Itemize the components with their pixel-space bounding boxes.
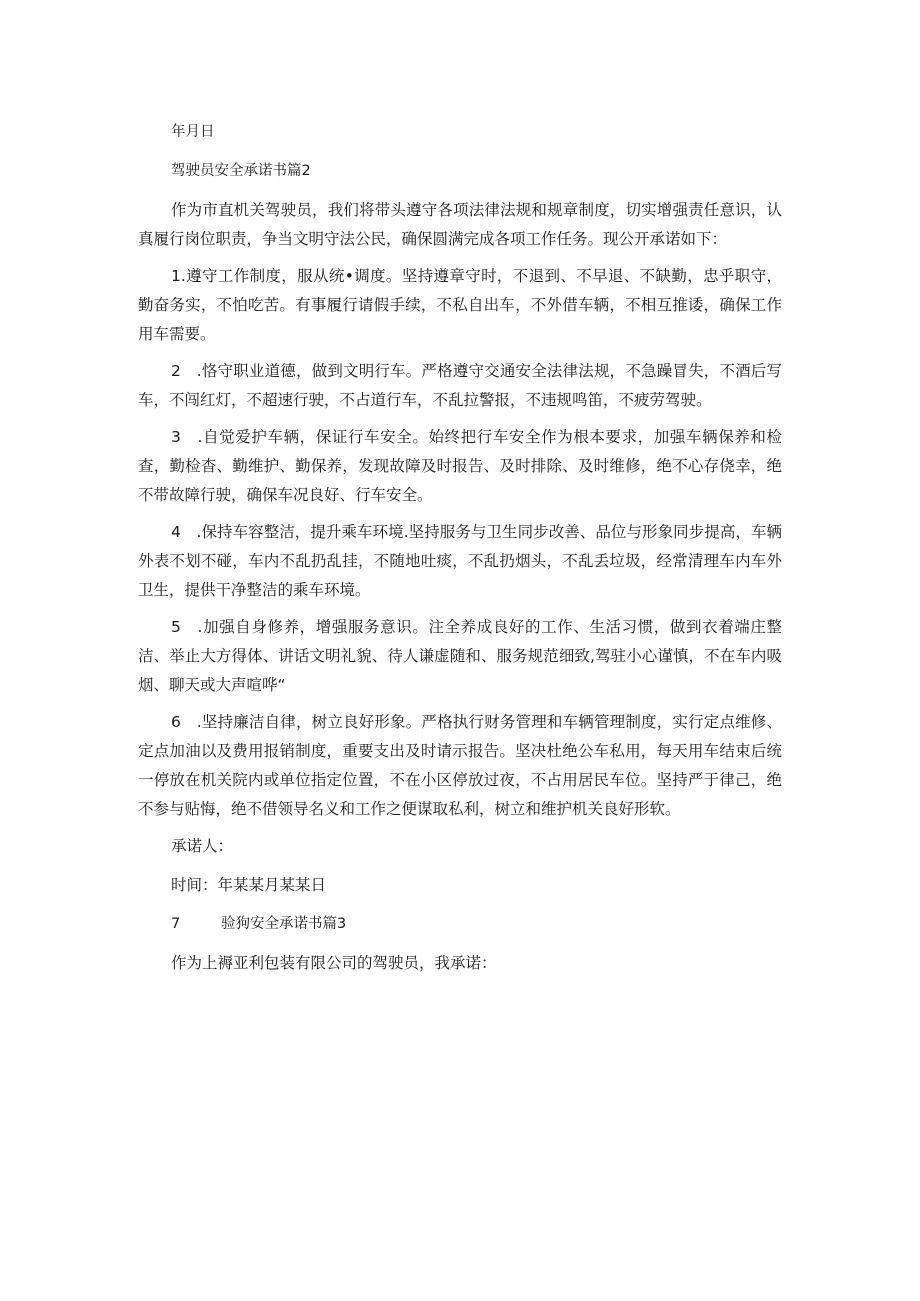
commitment-item-6: 6 .坚持廉洁自律，树立良好形象。严格执行财务管理和车辆管理制度，实行定点维修、定点加油以及费用报销制度，重要支出及时请示报告。坚决杜绝公车私用，每天用车结束后统一停放在机关院内或单位指定位置，不在小区停放过夜，不占用居民车位。坚持严于律己，绝不参与贴悔，绝不借领导名义和工作之便谋取私利，树立和维护机关良好形软。: [138, 713, 782, 818]
section-title-3: [138, 910, 782, 939]
section-title-3-text: 验狗安全承诺书篇3: [221, 916, 347, 932]
commitment-item-3: 3 .自觉爱护车辆，保证行车安全。始终把行车安全作为根本要求，加强车辆保养和检查，勤检杳、勤维护、勤保养，发现故障及时报告、及时排除、及时维修，绝不心存侥幸，绝不带故障行驶，确保车况良好、行车安全。: [138, 428, 782, 504]
signer-line: 承诺人：: [171, 837, 234, 855]
section-title-2: 驾驶员安全承诺书篇2: [171, 163, 311, 179]
date-line: 年月日: [171, 124, 215, 140]
intro-paragraph-3: 作为上褥亚利包装有限公司的驾驶员，我承诺：: [171, 954, 497, 972]
commitment-item-1: 1.遵守工作制度，服从统•调度。坚持遵章守时，不退到、不早退、不缺勤，忠乎职守，勤奋务实，不怕吃苦。有事履行请假手续，不私自出车，不外借车辆，不相互推诿，确保工作用车需要。: [138, 267, 782, 343]
section-number: 7: [171, 916, 181, 932]
document-body: [138, 118, 782, 986]
commitment-item-2: 2 .恪守职业道德，做到文明行车。严格遵守交通安全法律法规，不急躁冒失，不酒后写车，不闯红灯，不超速行驶，不占道行车，不乱拉警报，不违规鸣笛，不疲劳驾驶。: [138, 362, 782, 409]
intro-paragraph: 作为市直机关驾驶员，我们将带头遵守各项法律法规和规章制度，切实增强责任意识，认真履行岗位职责，争当文明守法公民，确保圆满完成各项工作任务。现公开承诺如下：: [138, 201, 782, 248]
time-line: 时间：年某某月某某日: [171, 876, 327, 894]
commitment-item-5: 5 .加强自身修养，增强服务意识。注全养成良好的工作、生活习惯，做到衣着端庄整洁、举止大方得体、讲话文明礼貌、待人谦虚随和、服务规范细致,驾驻小心谨慎，不在车内吸烟、聊天或大声喧哗“: [138, 618, 782, 694]
commitment-item-4: 4 .保持车容整洁，提升乘车环境.坚持服务与卫生同步改善、品位与形象同步提高，车辆外表不划不碰，车内不乱扔乱挂，不随地吐痰，不乱扔烟头，不乱丢垃圾，经常清理车内车外卫生，提供干净整洁的乘车环境。: [138, 523, 782, 599]
